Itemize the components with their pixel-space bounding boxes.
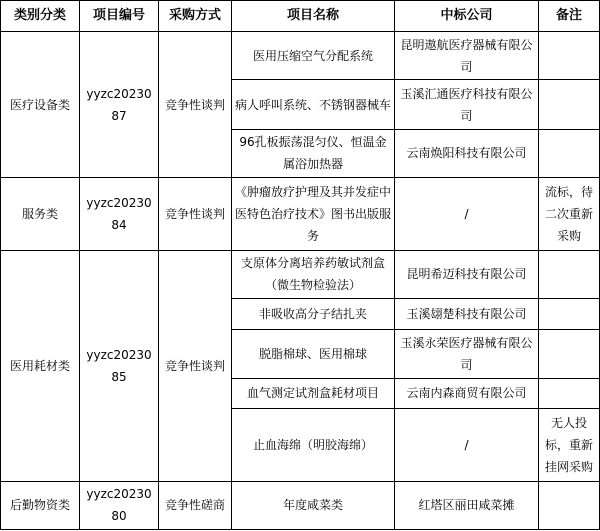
project-name-cell: 96孔板振荡混匀仪、恒温金属浴加热器 (232, 129, 395, 177)
remarks-cell (539, 299, 600, 330)
header-project-code: 项目编号 (80, 1, 159, 32)
procurement-method-cell: 竞争性磋商 (159, 481, 232, 529)
remarks-cell (539, 330, 600, 378)
procurement-method-cell: 竞争性谈判 (159, 250, 232, 481)
project-code-cell: yyzc2023080 (80, 481, 159, 529)
remarks-cell: 无人投标，重新挂网采购 (539, 408, 600, 481)
remarks-cell (539, 378, 600, 408)
category-cell: 医用耗材类 (1, 250, 80, 481)
table-row (1, 178, 600, 251)
project-name-cell: 支原体分离培养药敏试剂盒（微生物检验法） (232, 250, 395, 298)
project-name-cell: 医用压缩空气分配系统 (232, 32, 395, 80)
project-name-cell: 血气测定试剂盒耗材项目 (232, 378, 395, 408)
project-name-cell: 年度咸菜类 (232, 481, 395, 529)
project-code-cell: yyzc2023087 (80, 32, 159, 178)
winning-company-cell: 红塔区丽田咸菜摊 (395, 481, 539, 529)
table-row (1, 32, 600, 80)
procurement-method-cell: 竞争性谈判 (159, 32, 232, 178)
header-winning-company: 中标公司 (395, 1, 539, 32)
project-name-cell: 止血海绵（明胶海绵） (232, 408, 395, 481)
header-row (1, 1, 600, 32)
category-cell: 后勤物资类 (1, 481, 80, 529)
project-name-cell: 《肿瘤放疗护理及其并发症中医特色治疗技术》图书出版服务 (232, 178, 395, 251)
winning-company-cell: 昆明遨航医疗器械有限公司 (395, 32, 539, 80)
category-cell: 服务类 (1, 178, 80, 251)
winning-company-cell: 玉溪汇通医疗科技有限公司 (395, 80, 539, 129)
winning-company-cell: / (395, 408, 539, 481)
header-project-name: 项目名称 (232, 1, 395, 32)
remarks-cell (539, 481, 600, 529)
remarks-cell (539, 80, 600, 129)
table-row (1, 481, 600, 529)
remarks-cell (539, 129, 600, 177)
project-code-cell: yyzc2023085 (80, 250, 159, 481)
table-row (1, 250, 600, 298)
winning-company-cell: 昆明希迈科技有限公司 (395, 250, 539, 298)
header-procurement-method: 采购方式 (159, 1, 232, 32)
procurement-method-cell: 竞争性谈判 (159, 178, 232, 251)
remarks-cell (539, 250, 600, 298)
project-name-cell: 非吸收高分子结扎夹 (232, 299, 395, 330)
winning-company-cell: / (395, 178, 539, 251)
header-category: 类别分类 (1, 1, 80, 32)
remarks-cell (539, 32, 600, 80)
project-code-cell: yyzc2023084 (80, 178, 159, 251)
project-name-cell: 病人呼叫系统、不锈钢器械车 (232, 80, 395, 129)
winning-company-cell: 云南内森商贸有限公司 (395, 378, 539, 408)
remarks-cell: 流标，待二次重新采购 (539, 178, 600, 251)
header-remarks: 备注 (539, 1, 600, 32)
category-cell: 医疗设备类 (1, 32, 80, 178)
project-name-cell: 脱脂棉球、医用棉球 (232, 330, 395, 378)
winning-company-cell: 云南焕阳科技有限公司 (395, 129, 539, 177)
winning-company-cell: 玉溪永荣医疗器械有限公司 (395, 330, 539, 378)
winning-company-cell: 玉溪翃楚科技有限公司 (395, 299, 539, 330)
